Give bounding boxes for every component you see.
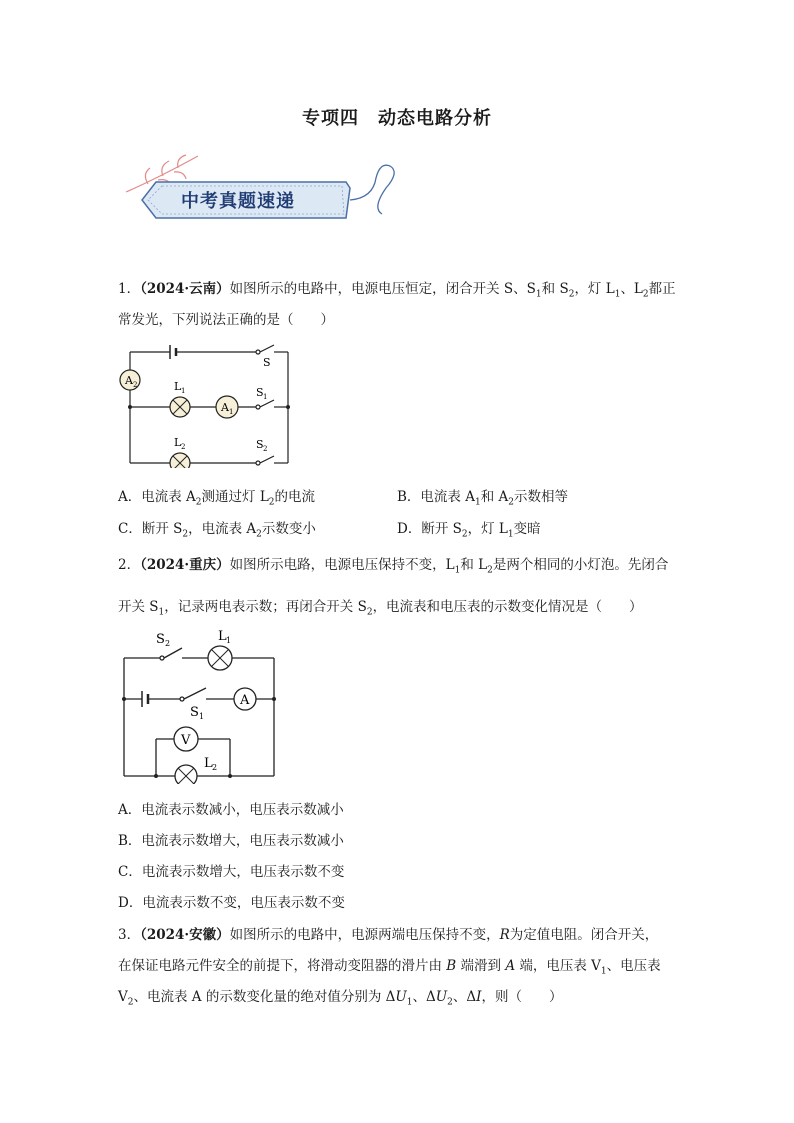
q2-number: 2． — [118, 557, 141, 573]
svg-text:L: L — [218, 629, 227, 644]
lamp-l1 — [170, 397, 190, 417]
q1-number: 1． — [118, 281, 141, 297]
svg-text:A: A — [221, 401, 229, 414]
q3-line2: 在保证电路元件安全的前提下，将滑动变阻器的滑片由 B 端滑到 A 端，电压表 $V_1$、电压表 — [118, 958, 661, 977]
q2-circuit-diagram — [116, 626, 286, 784]
banner-label: 中考真题速递 — [181, 191, 295, 212]
svg-text:S: S — [256, 386, 264, 399]
curl-decoration — [350, 165, 394, 214]
q1-option-c[interactable]: C．断开 $S_2$，电流表 $A_2$示数变小 — [118, 521, 316, 540]
svg-text:L: L — [174, 436, 182, 449]
lamp-l2 — [175, 765, 197, 784]
svg-text:S: S — [156, 632, 165, 647]
svg-text:1: 1 — [199, 712, 205, 721]
svg-text:1: 1 — [263, 393, 268, 401]
q1-circuit-diagram — [116, 340, 301, 468]
lamp-l1 — [208, 646, 232, 670]
svg-text:2: 2 — [212, 763, 218, 772]
lamp-l2 — [170, 453, 190, 468]
svg-text:V: V — [181, 733, 191, 748]
q2-option-d[interactable]: D．电流表示数不变，电压表示数不变 — [118, 895, 345, 911]
q2-option-b[interactable]: B．电流表示数增大，电压表示数减小 — [118, 833, 344, 849]
q2-option-a[interactable]: A．电流表示数减小，电压表示数减小 — [118, 802, 344, 818]
svg-text:A: A — [125, 374, 133, 387]
q1-line1: 1．（2024·云南）如图所示的电路中，电源电压恒定，闭合开关 S、$S_1$和 $S_2$，灯 $L_1$、$L_2$都正 — [118, 281, 676, 300]
q2-line1: 2．（2024·重庆）如图所示电路，电源电压保持不变，$L_1$和 $L_2$是两个相同的小灯泡。先闭合 — [118, 557, 669, 576]
svg-text:S: S — [263, 356, 271, 369]
svg-text:S: S — [256, 438, 264, 451]
svg-text:2: 2 — [263, 445, 268, 453]
q3-line3: $V_2$、电流表 A 的示数变化量的绝对值分别为 $\Delta U_1$、$\Delta U_2$、ΔI，则（ ） — [118, 989, 563, 1008]
q1-option-a[interactable]: A．电流表 $A_2$测通过灯 $L_2$的电流 — [118, 489, 316, 508]
svg-text:2: 2 — [165, 639, 171, 648]
svg-text:1: 1 — [181, 387, 186, 395]
q2-line2: 开关 $S_1$，记录两电表示数；再闭合开关 $S_2$，电流表和电压表的示数变化情况是（ ） — [118, 599, 643, 618]
q2-source: （2024·重庆） — [140, 557, 230, 573]
q1-option-d[interactable]: D．断开 $S_2$，灯 $L_1$变暗 — [397, 521, 541, 540]
page-title: 专项四 动态电路分析 — [302, 108, 492, 129]
q1-line2: 常发光，下列说法正确的是（ ） — [118, 312, 334, 328]
svg-text:L: L — [204, 756, 213, 771]
svg-text:2: 2 — [133, 381, 138, 389]
svg-text:1: 1 — [229, 408, 234, 416]
q3-line1: 3．（2024·安徽）如图所示的电路中，电源两端电压保持不变，R为定值电阻。闭合开关， — [118, 927, 659, 943]
q3-number: 3． — [118, 927, 141, 943]
svg-text:1: 1 — [226, 636, 232, 645]
q1-source: （2024·云南） — [140, 281, 230, 297]
svg-text:2: 2 — [181, 443, 186, 451]
q2-option-c[interactable]: C．电流表示数增大，电压表示数不变 — [118, 864, 345, 880]
svg-text:A: A — [240, 693, 250, 708]
q3-source: （2024·安徽） — [140, 927, 230, 943]
svg-text:S: S — [190, 705, 199, 720]
q1-option-b[interactable]: B．电流表 $A_1$和 $A_2$示数相等 — [397, 489, 568, 508]
svg-text:L: L — [174, 380, 182, 393]
